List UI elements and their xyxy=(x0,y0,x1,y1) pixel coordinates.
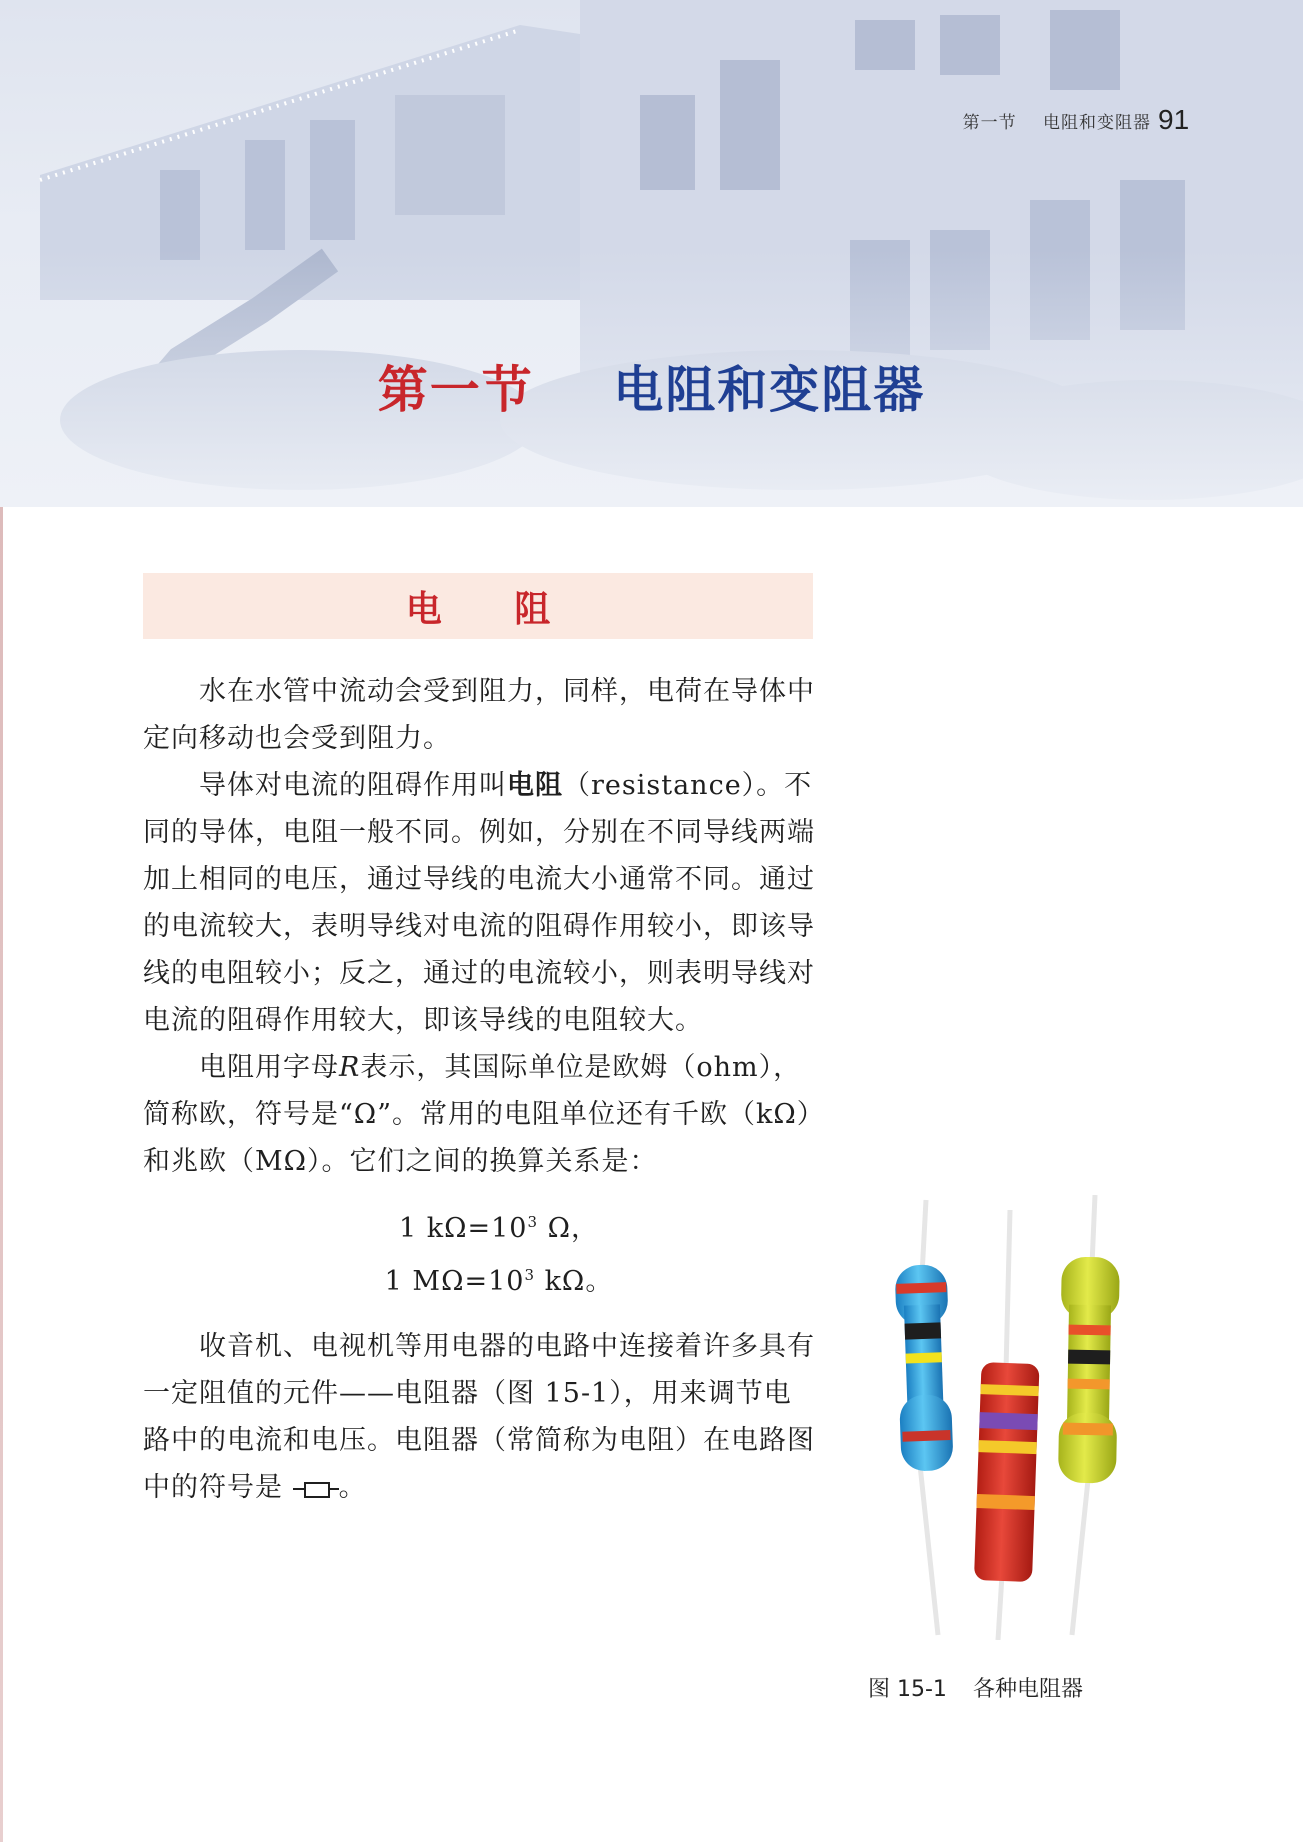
figure-label: 图 15-1 xyxy=(868,1677,947,1702)
page-number: 91 xyxy=(1158,104,1190,135)
house-background-image xyxy=(0,0,1303,507)
term-resistance: 电阻 xyxy=(507,770,563,801)
chapter-number: 第一节 xyxy=(377,360,534,419)
chapter-name: 电阻和变阻器 xyxy=(613,361,926,419)
section-heading-text: 电 阻 xyxy=(405,588,581,630)
paragraph-4-after: 。 xyxy=(338,1472,367,1503)
paragraph-4 xyxy=(143,1323,815,1511)
formula-mohm: 1 $M\Omega=10^3$ kΩ。 xyxy=(384,1266,614,1297)
formula-kohm: 1 $k\Omega=10^3$ Ω， xyxy=(398,1213,599,1244)
paragraph-3-after: 表示，其国际单位是欧姆（ohm），简称欧，符号是“Ω”。常用的电阻单位还有千欧（kΩ）和兆欧（MΩ）。它们之间的换算关系是： xyxy=(143,1052,812,1177)
paragraph-2-before: 导体对电流的阻碍作用叫 xyxy=(199,770,507,801)
paragraph-2 xyxy=(143,762,815,1044)
body-text xyxy=(143,668,815,1511)
chapter-title xyxy=(0,350,1303,422)
resistor-figure xyxy=(860,1195,1160,1640)
running-title: 电阻和变阻器 xyxy=(1043,113,1151,133)
figure-caption-text: 各种电阻器 xyxy=(972,1677,1083,1702)
symbol-r: R xyxy=(339,1052,361,1083)
conversion-formulas xyxy=(143,1199,815,1305)
figure-caption xyxy=(868,1672,1083,1703)
paragraph-1: 水在水管中流动会受到阻力，同样，电荷在导体中定向移动也会受到阻力。 xyxy=(143,676,815,754)
paragraph-2-after: （resistance）。不同的导体，电阻一般不同。例如，分别在不同导线两端加上相同的电压，通过导线的电流大小通常不同。通过的电流较大，表明导线对电流的阻碍作用较小，即该导线的电阻较小；反之，通过的电流较小，则表明导线对电流的阻碍作用较大，即该导线的电阻较大。 xyxy=(143,770,815,1036)
resistor-photo-icon xyxy=(860,1195,1160,1640)
running-head xyxy=(943,108,1151,133)
paragraph-3-before: 电阻用字母 xyxy=(199,1052,339,1083)
chapter-banner xyxy=(0,0,1303,507)
section-heading xyxy=(143,573,813,639)
running-section: 第一节 xyxy=(962,113,1017,133)
paragraph-3 xyxy=(143,1044,815,1185)
paragraph-4-before: 收音机、电视机等用电器的电路中连接着许多具有一定阻值的元件——电阻器（图 15-1），用来调节电路中的电流和电压。电阻器（常简称为电阻）在电路图中的符号是 xyxy=(143,1331,815,1503)
resistor-symbol-icon xyxy=(293,1482,339,1496)
